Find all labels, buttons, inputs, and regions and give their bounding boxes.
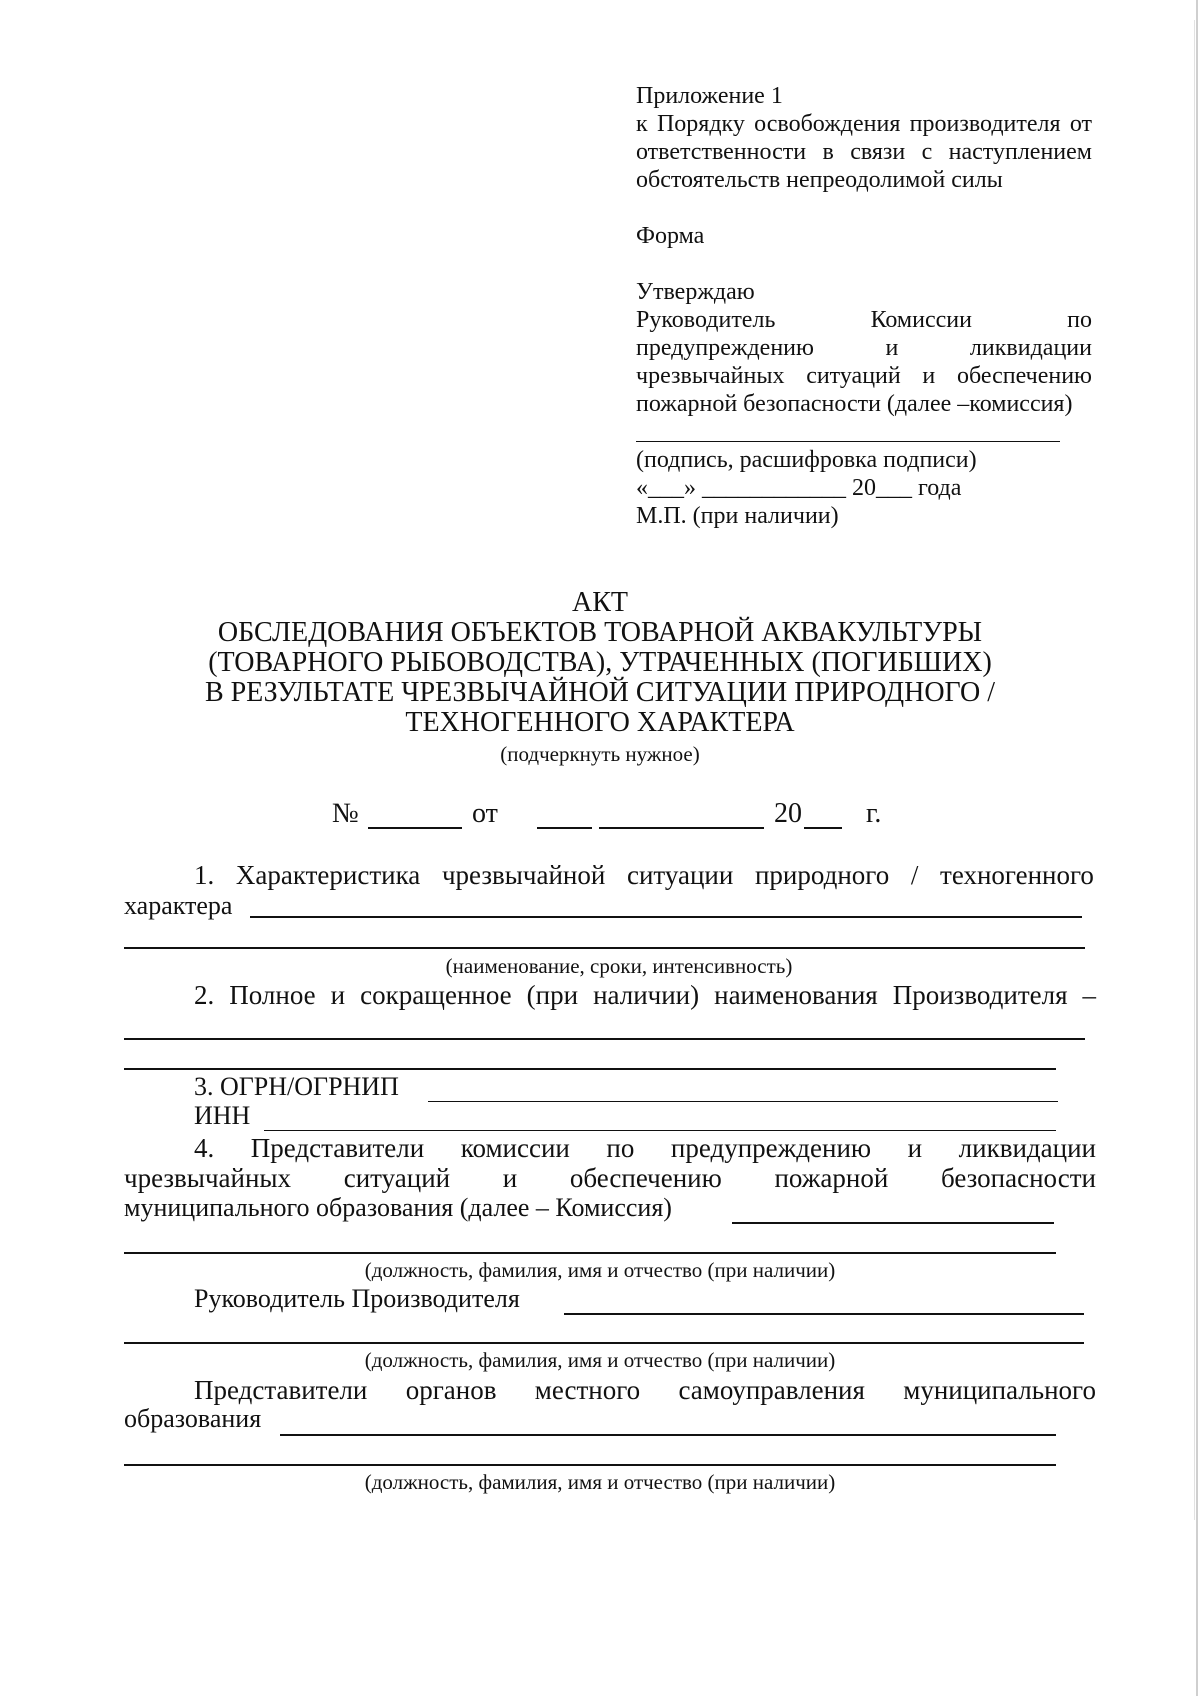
- word: с: [921, 139, 933, 165]
- approval-line-2: [636, 336, 1092, 360]
- act-heading-line-2: ОБСЛЕДОВАНИЯ ОБЪЕКТОВ ТОВАРНОЙ АКВАКУЛЬТУРЫ: [217, 617, 983, 648]
- word: в: [822, 139, 834, 165]
- word: Комиссии: [870, 307, 972, 333]
- stamp-note: М.П. (при наличии): [636, 503, 839, 529]
- word: ситуаций: [806, 363, 901, 389]
- section-4-field-line-2: [124, 1252, 1056, 1254]
- word: ликвидации: [958, 1133, 1096, 1163]
- word: 2.: [194, 980, 215, 1010]
- section-1-field-line-2: [124, 947, 1085, 949]
- section-4-line-3: муниципального образования (далее – Комиссия): [124, 1193, 672, 1222]
- word: природного: [754, 860, 890, 890]
- word: (при: [526, 980, 579, 1010]
- page-edge-shadow: [1194, 20, 1195, 1520]
- local-gov-line-1: [194, 1377, 1096, 1404]
- word: и: [330, 980, 346, 1010]
- word: наличии): [593, 980, 700, 1010]
- appendix-line-3: обстоятельств непреодолимой силы: [636, 167, 1003, 193]
- head-of-producer-field-line-2: [124, 1342, 1084, 1344]
- word: комиссии: [460, 1133, 570, 1163]
- section-2-field-line-2: [124, 1068, 1056, 1070]
- word: сокращенное: [360, 980, 512, 1010]
- local-gov-field-line-1: [280, 1434, 1056, 1436]
- word: и: [502, 1163, 518, 1193]
- approval-line-4: пожарной безопасности (далее –комиссия): [636, 391, 1073, 417]
- appendix-line-2: [636, 140, 1092, 164]
- word: ответственности: [636, 139, 807, 165]
- word: чрезвычайных: [124, 1163, 292, 1193]
- section-1-line-1: [194, 862, 1094, 889]
- word: /: [910, 860, 919, 890]
- local-gov-caption: (должность, фамилия, имя и отчество (при наличии): [364, 1470, 836, 1494]
- word: и: [885, 335, 899, 361]
- act-heading-line-5: ТЕХНОГЕННОГО ХАРАКТЕРА: [405, 707, 795, 738]
- word: муниципального: [903, 1375, 1096, 1405]
- approval-line-1: [636, 308, 1092, 332]
- word: от: [1069, 111, 1092, 137]
- section-4-line-1: [194, 1135, 1096, 1162]
- section-1-caption: (наименование, сроки, интенсивность): [445, 954, 793, 978]
- word: 1.: [194, 860, 215, 890]
- appendix-title: Приложение 1: [636, 83, 783, 109]
- signature-caption: (подпись, расшифровка подписи): [636, 447, 977, 473]
- word: производителя: [909, 111, 1061, 137]
- word: по: [1067, 307, 1092, 333]
- word: и: [907, 1133, 923, 1163]
- word: ситуаций: [343, 1163, 451, 1193]
- number-sign: №: [332, 798, 359, 829]
- year-field-line: [804, 827, 842, 829]
- word: освобождения: [754, 111, 901, 137]
- word: Производителя: [892, 980, 1068, 1010]
- act-title: АКТ: [572, 587, 628, 618]
- section-4-line-2: [124, 1165, 1096, 1192]
- word: местного: [534, 1375, 641, 1405]
- word: наименования: [714, 980, 878, 1010]
- ogrn-field-line: [428, 1101, 1058, 1102]
- section-4-field-line-1: [732, 1222, 1054, 1224]
- word: связи: [850, 139, 906, 165]
- page-edge: [1196, 0, 1198, 1696]
- word: обеспечению: [956, 363, 1092, 389]
- inn-label: ИНН: [194, 1101, 251, 1130]
- head-of-producer-label: Руководитель Производителя: [194, 1284, 520, 1313]
- word: Представители: [250, 1133, 425, 1163]
- number-from: от: [472, 798, 498, 829]
- section-2-field-line-1: [124, 1038, 1085, 1040]
- head-of-producer-caption: (должность, фамилия, имя и отчество (при наличии): [364, 1348, 836, 1372]
- word: чрезвычайной: [441, 860, 606, 890]
- day-field-line: [537, 827, 592, 829]
- section-4-caption: (должность, фамилия, имя и отчество (при наличии): [364, 1258, 836, 1282]
- word: Порядку: [656, 111, 745, 137]
- head-of-producer-field-line-1: [564, 1313, 1084, 1315]
- local-gov-line-2: образования: [124, 1404, 262, 1433]
- word: наступлением: [948, 139, 1092, 165]
- word: Полное: [229, 980, 316, 1010]
- word: –: [1082, 980, 1096, 1010]
- word: обеспечению: [569, 1163, 722, 1193]
- word: и: [922, 363, 936, 389]
- word: техногенного: [940, 860, 1094, 890]
- form-label: Форма: [636, 223, 705, 249]
- word: самоуправления: [678, 1375, 865, 1405]
- section-1-line-2: характера: [124, 891, 233, 920]
- act-heading-note: (подчеркнуть нужное): [500, 742, 700, 766]
- local-gov-field-line-2: [124, 1464, 1056, 1466]
- approval-line-3: [636, 364, 1092, 388]
- appendix-line-1: [636, 112, 1092, 136]
- section-2-line-1: [194, 982, 1096, 1009]
- word: к: [636, 111, 648, 137]
- word: Руководитель: [636, 307, 776, 333]
- month-field-line: [599, 827, 764, 829]
- act-heading-line-3: (ТОВАРНОГО РЫБОВОДСТВА), УТРАЧЕННЫХ (ПОГИБШИХ): [208, 647, 992, 678]
- inn-field-line: [264, 1130, 1056, 1131]
- number-year: 20: [774, 798, 802, 829]
- word: Характеристика: [235, 860, 421, 890]
- signature-line: [636, 441, 1060, 442]
- word: пожарной: [774, 1163, 889, 1193]
- approval-title: Утверждаю: [636, 279, 755, 305]
- section-1-field-line-1: [250, 916, 1082, 918]
- word: по: [606, 1133, 635, 1163]
- word: безопасности: [940, 1163, 1096, 1193]
- word: Представители: [194, 1375, 368, 1405]
- word: предупреждению: [636, 335, 814, 361]
- word: органов: [405, 1375, 497, 1405]
- number-field-line: [368, 827, 462, 829]
- ogrn-label: 3. ОГРН/ОГРНИП: [194, 1072, 399, 1101]
- number-g: г.: [866, 798, 882, 829]
- word: чрезвычайных: [636, 363, 785, 389]
- word: ситуации: [626, 860, 734, 890]
- approval-date-line: «___» ____________ 20___ года: [636, 475, 962, 501]
- word: 4.: [194, 1133, 215, 1163]
- word: ликвидации: [969, 335, 1092, 361]
- act-heading-line-4: В РЕЗУЛЬТАТЕ ЧРЕЗВЫЧАЙНОЙ СИТУАЦИИ ПРИРОДНОГО /: [204, 677, 996, 708]
- word: предупреждению: [670, 1133, 872, 1163]
